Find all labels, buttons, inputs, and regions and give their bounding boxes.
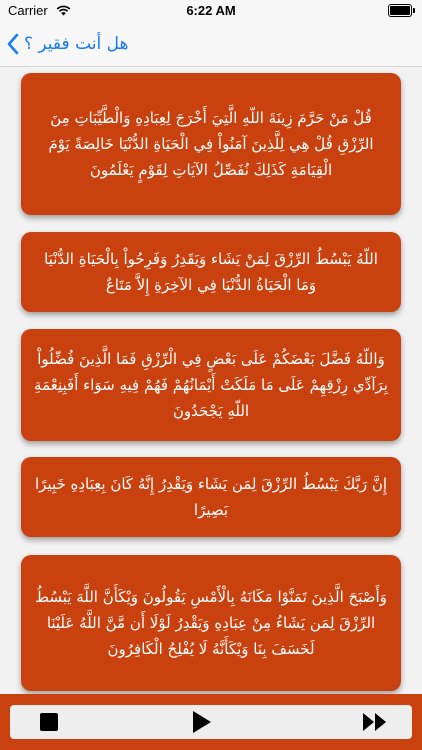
status-bar	[0, 0, 422, 22]
status-time: 6:22 AM	[186, 3, 236, 18]
carrier-label: Carrier	[8, 3, 48, 18]
verse-text: وَأَصْبَحَ الَّذِينَ تَمَنَّوْا مَكَانَهُ بِالْأَمْسِ يَقُولُونَ وَيْكَأَنَّ اللَّهَ يَبْسُطُ الرِّزْقَ لِمَن يَشَاءُ مِنْ عِبَادِهِ وَيَقْدِرُ لَوْلَا أَن مَّنَّ اللَّهُ عَلَيْنَا لَخَسَفَ بِنَا وَيْكَأَنَّهُ لَا يُفْلِحُ الْكَافِرُونَ	[35, 588, 387, 658]
verse-text: إِنَّ رَبَّكَ يَبْسُطُ الرِّزْقَ لِمَن يَشَاء وَيَقْدِرُ إِنَّهُ كَانَ بِعِبَادِهِ خَبِيرًا بَصِيرًا	[34, 475, 388, 519]
stop-icon	[39, 712, 59, 732]
navigation-bar	[0, 22, 422, 67]
fast-forward-button[interactable]	[362, 709, 388, 735]
verse-list[interactable]	[0, 67, 422, 695]
back-button[interactable]	[6, 22, 128, 66]
verse-card[interactable]	[21, 555, 401, 691]
verse-text: قُلْ مَنْ حَرَّمَ زِينَةَ اللّهِ الَّتِيَ أَخْرَجَ لِعِبَادِهِ وَالْطَّيِّبَاتِ مِنَ الرِّزْقِ قُلْ هِي لِلَّذِينَ آمَنُواْ فِي الْحَيَاةِ الدُّنْيَا خَالِصَةً يَوْمَ الْقِيَامَةِ كَذَلِكَ نُفَصِّلُ الآيَاتِ لِقَوْمٍ يَعْلَمُونَ	[48, 109, 374, 179]
stop-button[interactable]	[36, 709, 62, 735]
verse-card[interactable]	[21, 457, 401, 537]
verse-card[interactable]	[21, 329, 401, 441]
battery-icon	[388, 4, 412, 17]
play-icon	[190, 710, 212, 734]
verse-text: اللّهُ يَبْسُطُ الرِّزْقَ لِمَنْ يَشَاء وَيَقَدِرُ وَفَرِحُواْ بِالْحَيَاةِ الدُّنْيَا وَمَا الْحَيَاةُ الدُّنْيَا فِي الآخِرَةِ إِلاَّ مَتَاعٌ	[44, 250, 378, 294]
verse-card[interactable]	[21, 232, 401, 312]
player-controls	[10, 705, 412, 739]
back-button-label: هل أنت فقير ؟	[24, 34, 129, 54]
verse-text: وَاللّهُ فَضَّلَ بَعْضَكُمْ عَلَى بَعْضٍ فِي الْرِّزْقِ فَمَا الَّذِينَ فُضِّلُواْ بِرَآدِّي رِزْقِهِمْ عَلَى مَا مَلَكَتْ أَيْمَانُهُمْ فَهُمْ فِيهِ سَوَاء أَفَبِنِعْمَةِ اللّهِ يَجْحَدُونَ	[34, 350, 388, 420]
play-button[interactable]	[188, 709, 214, 735]
chevron-left-icon	[6, 33, 20, 55]
fast-forward-icon	[362, 712, 388, 732]
verse-card[interactable]	[21, 73, 401, 215]
audio-player-bar	[0, 694, 422, 750]
